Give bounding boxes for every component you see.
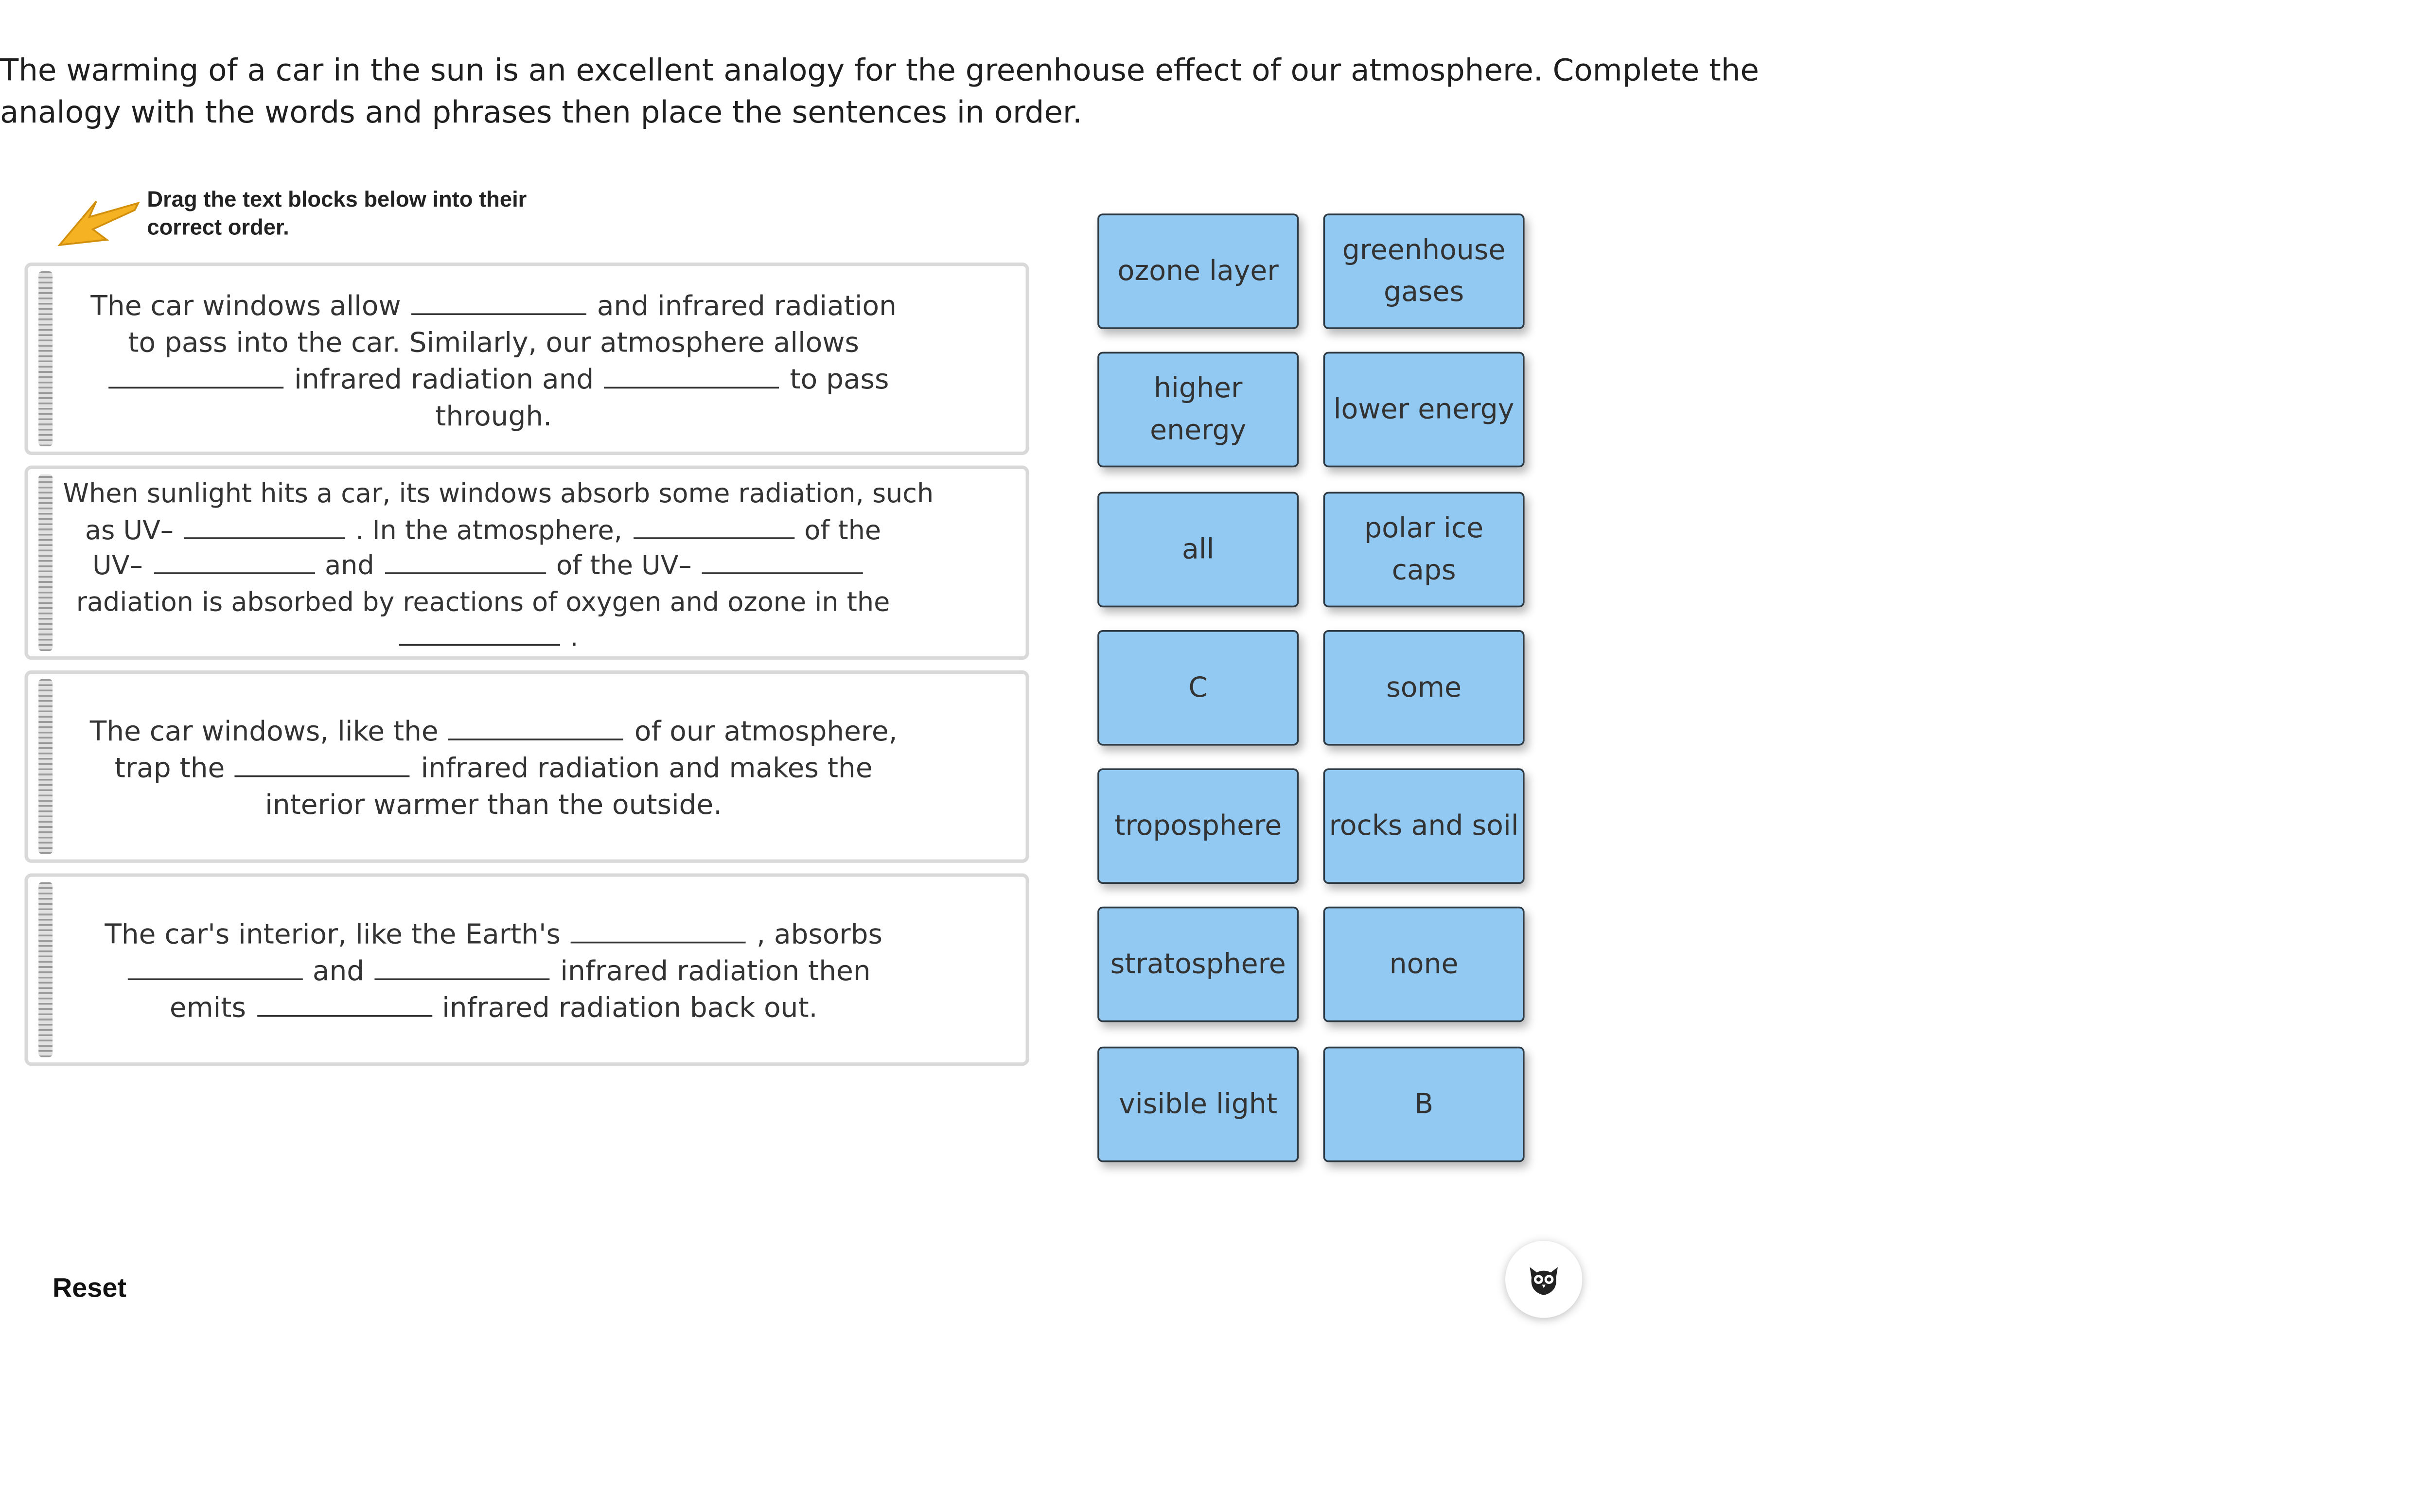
word-tile[interactable]: some xyxy=(1323,630,1525,746)
sentence-text xyxy=(70,287,917,434)
blank-drop-zone[interactable] xyxy=(398,619,559,646)
blank-drop-zone[interactable] xyxy=(257,991,432,1017)
sentence-block-2[interactable] xyxy=(24,466,1029,660)
text-segment: The car windows, like the xyxy=(89,714,439,748)
sentence-text xyxy=(63,476,934,655)
word-tile[interactable]: greenhouse gases xyxy=(1323,213,1525,329)
text-segment: The car windows allow xyxy=(90,289,401,322)
blank-drop-zone[interactable] xyxy=(449,714,624,740)
blank-drop-zone[interactable] xyxy=(153,548,314,574)
text-segment: interior warmer than the outside. xyxy=(265,788,722,821)
reset-button[interactable]: Reset xyxy=(53,1274,126,1304)
text-segment: UV– xyxy=(92,549,143,581)
blank-drop-zone[interactable] xyxy=(184,512,345,538)
blank-drop-zone[interactable] xyxy=(109,362,284,388)
sentence-block-1[interactable] xyxy=(24,263,1029,455)
text-segment: . In the atmosphere, xyxy=(355,513,622,545)
text-segment: infrared radiation back out. xyxy=(442,990,818,1024)
blank-drop-zone[interactable] xyxy=(604,362,779,388)
text-segment: to pass xyxy=(790,362,889,396)
word-tile[interactable]: higher energy xyxy=(1097,352,1299,468)
blank-drop-zone[interactable] xyxy=(702,548,863,574)
text-segment: as UV– xyxy=(85,513,174,545)
blank-drop-zone[interactable] xyxy=(411,289,586,315)
sentence-block-4[interactable] xyxy=(24,873,1029,1066)
drag-handle[interactable] xyxy=(38,882,53,1057)
text-segment: trap the xyxy=(114,751,225,784)
text-segment: of the xyxy=(804,513,881,545)
text-segment: through. xyxy=(435,399,552,433)
text-segment: of our atmosphere, xyxy=(634,714,898,748)
text-segment: radiation is absorbed by reactions of oxygen and ozone in the xyxy=(76,585,890,617)
word-tile[interactable]: rocks and soil xyxy=(1323,768,1525,884)
sentence-block-3[interactable] xyxy=(24,670,1029,863)
text-segment: infrared radiation then xyxy=(560,954,871,987)
help-button[interactable] xyxy=(1505,1241,1582,1318)
text-segment: and xyxy=(312,954,365,987)
word-tile[interactable]: troposphere xyxy=(1097,768,1299,884)
text-segment: to pass into the car. Similarly, our atmosphere allows xyxy=(128,325,859,359)
drag-handle[interactable] xyxy=(38,475,53,651)
text-segment: emits xyxy=(169,990,246,1024)
yellow-arrow-icon xyxy=(58,196,142,252)
word-tile[interactable]: ozone layer xyxy=(1097,213,1299,329)
instructions-text: The warming of a car in the sun is an excellent analogy for the greenhouse effect of our atmosphere. Complete the analogy with the words and phrases then place the sentences in order. xyxy=(0,54,1759,131)
blank-drop-zone[interactable] xyxy=(235,751,410,777)
sentence-text xyxy=(70,915,917,1026)
text-segment: The car's interior, like the Earth's xyxy=(105,917,561,950)
word-tile[interactable]: lower energy xyxy=(1323,352,1525,468)
drag-handle[interactable] xyxy=(38,679,53,854)
word-tile[interactable]: all xyxy=(1097,492,1299,608)
drag-handle[interactable] xyxy=(38,271,53,446)
sentence-text xyxy=(70,712,917,823)
text-segment: infrared radiation and makes the xyxy=(421,751,873,784)
text-segment: infrared radiation and xyxy=(294,362,594,396)
text-segment: . xyxy=(570,621,579,653)
word-tile[interactable]: C xyxy=(1097,630,1299,746)
blank-drop-zone[interactable] xyxy=(385,548,546,574)
drag-hint xyxy=(58,186,583,256)
owl-icon xyxy=(1525,1260,1563,1299)
text-segment: , absorbs xyxy=(757,917,882,950)
blank-drop-zone[interactable] xyxy=(633,512,794,538)
word-tile[interactable]: polar ice caps xyxy=(1323,492,1525,608)
word-tile[interactable]: stratosphere xyxy=(1097,907,1299,1022)
blank-drop-zone[interactable] xyxy=(127,954,302,980)
blank-drop-zone[interactable] xyxy=(375,954,550,980)
word-tile[interactable]: B xyxy=(1323,1047,1525,1162)
hint-text: Drag the text blocks below into their correct order. xyxy=(147,187,527,240)
text-segment: of the UV– xyxy=(556,549,692,581)
word-tile[interactable]: none xyxy=(1323,907,1525,1022)
word-tile[interactable]: visible light xyxy=(1097,1047,1299,1162)
blank-drop-zone[interactable] xyxy=(571,917,746,943)
text-segment: and infrared radiation xyxy=(597,289,897,322)
text-segment: and xyxy=(325,549,374,581)
text-segment: When sunlight hits a car, its windows absorb some radiation, such xyxy=(63,477,934,510)
